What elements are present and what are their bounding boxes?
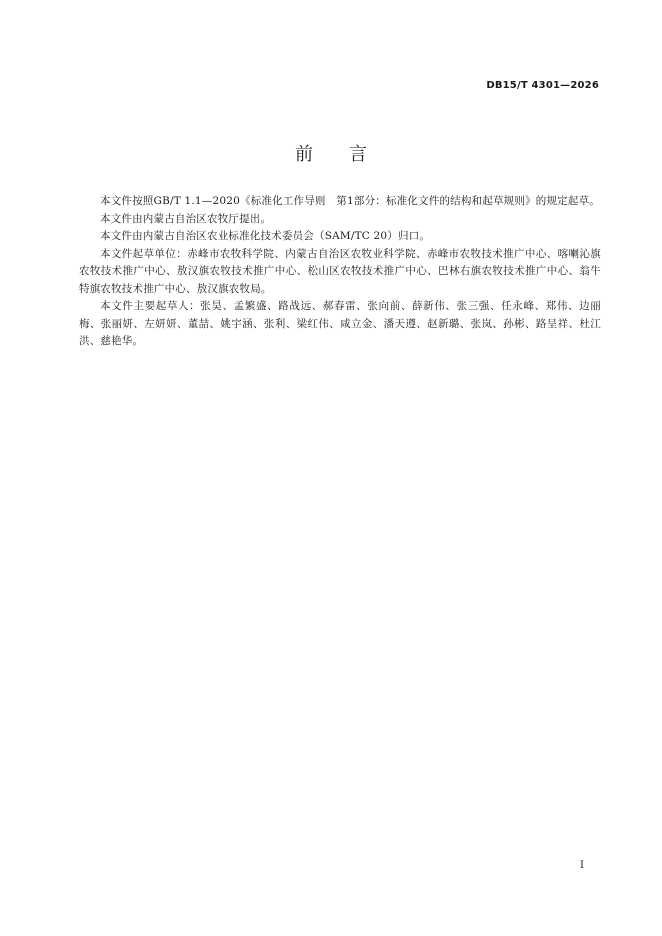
page-title (0, 140, 662, 166)
paragraph-administrator: 本文件由内蒙古自治区农业标准化技术委员会（SAM/TC 20）归口。 (100, 230, 431, 242)
paragraph-drafters: 本文件主要起草人：张昊、孟繁盛、路战远、郝春雷、张向前、薛新伟、张三强、任永峰、郑伟、边丽梅、张丽妍、左妍妍、董喆、姚宇涵、张利、梁红伟、咸立金、潘天遵、赵新璐、张岚、孙彬、路呈祥、杜江洪、慈艳华。 (79, 300, 601, 347)
paragraph-drafting-basis: 本文件按照GB/T 1.1—2020《标准化工作导则 第1部分：标准化文件的结构和起草规则》的规定起草。 (100, 195, 600, 207)
document-code: DB15/T 4301—2026 (486, 80, 599, 91)
title-char-1: 前 (295, 144, 313, 165)
title-char-2: 言 (349, 144, 367, 165)
paragraph-drafting-units: 本文件起草单位：赤峰市农牧科学院、内蒙古自治区农牧业科学院、赤峰市农牧技术推广中心、喀喇沁旗农牧技术推广中心、敖汉旗农牧技术推广中心、松山区农牧技术推广中心、巴林右旗农牧技术推广中心、翁牛特旗农牧技术推广中心、敖汉旗农牧局。 (79, 247, 601, 295)
preface-body (79, 193, 601, 351)
page-number: I (580, 860, 584, 871)
paragraph-proposer: 本文件由内蒙古自治区农牧厅提出。 (100, 212, 272, 225)
